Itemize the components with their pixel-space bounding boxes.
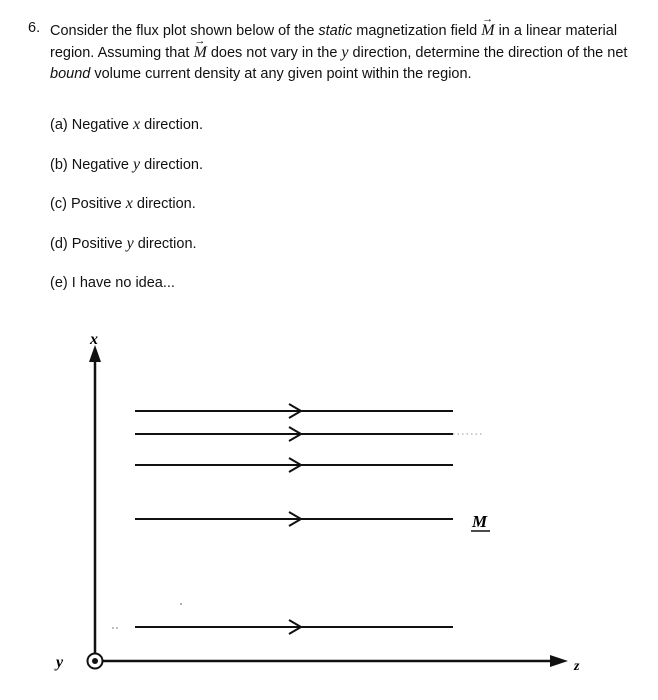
emphasis-static: static: [318, 23, 353, 39]
choice-label: (c): [50, 196, 67, 212]
choice-text: direction.: [140, 117, 204, 133]
flux-line: [135, 404, 453, 418]
choice-text: I have no idea...: [71, 275, 175, 291]
choice-variable: y: [133, 155, 141, 173]
choice-variable: x: [125, 195, 133, 212]
choice-label: (b): [50, 156, 68, 173]
choice-label: (a): [50, 117, 68, 133]
question-text-part: volume current density at any given point within the region.: [90, 66, 472, 82]
vector-m-symbol: → M: [193, 42, 206, 63]
emphasis-bound: bound: [50, 66, 91, 82]
question-text-part: in a linear material region. Assuming that: [50, 23, 618, 61]
choice-variable: x: [133, 116, 141, 133]
y-axis-dot: [92, 658, 98, 664]
field-m-label: M: [472, 512, 488, 531]
flux-line: [135, 427, 453, 441]
flux-line: [135, 512, 453, 526]
question-text-part: magnetization field: [352, 23, 482, 39]
question-number: 6.: [28, 20, 41, 36]
choice-text: Negative: [71, 156, 134, 173]
z-axis-label: z: [574, 659, 580, 674]
choice-label: (e): [50, 275, 68, 291]
choice-text: direction.: [140, 156, 204, 173]
flux-line: [135, 458, 453, 472]
question-text-part: Consider the flux plot shown below of the: [50, 23, 319, 39]
choice-text: Negative: [71, 117, 134, 133]
z-axis-arrowhead: [550, 655, 568, 667]
question-text-part: direction, determine the direction of the net: [348, 45, 628, 61]
question-text-part: does not vary in the: [206, 45, 342, 61]
flux-line: [135, 620, 453, 634]
choice-text: direction.: [133, 235, 197, 252]
y-axis-label: y: [56, 654, 64, 671]
speck: [116, 627, 118, 629]
choice-text: Positive: [70, 196, 126, 212]
x-axis-label: x: [90, 331, 98, 348]
speck: [180, 603, 182, 605]
y-variable: y: [341, 44, 349, 61]
choice-text: Positive: [71, 235, 127, 252]
choice-text: direction.: [132, 196, 196, 212]
vector-m-symbol: → M: [481, 20, 494, 41]
choice-label: (d): [50, 235, 68, 252]
choice-variable: y: [126, 234, 134, 252]
speck: [112, 627, 114, 629]
